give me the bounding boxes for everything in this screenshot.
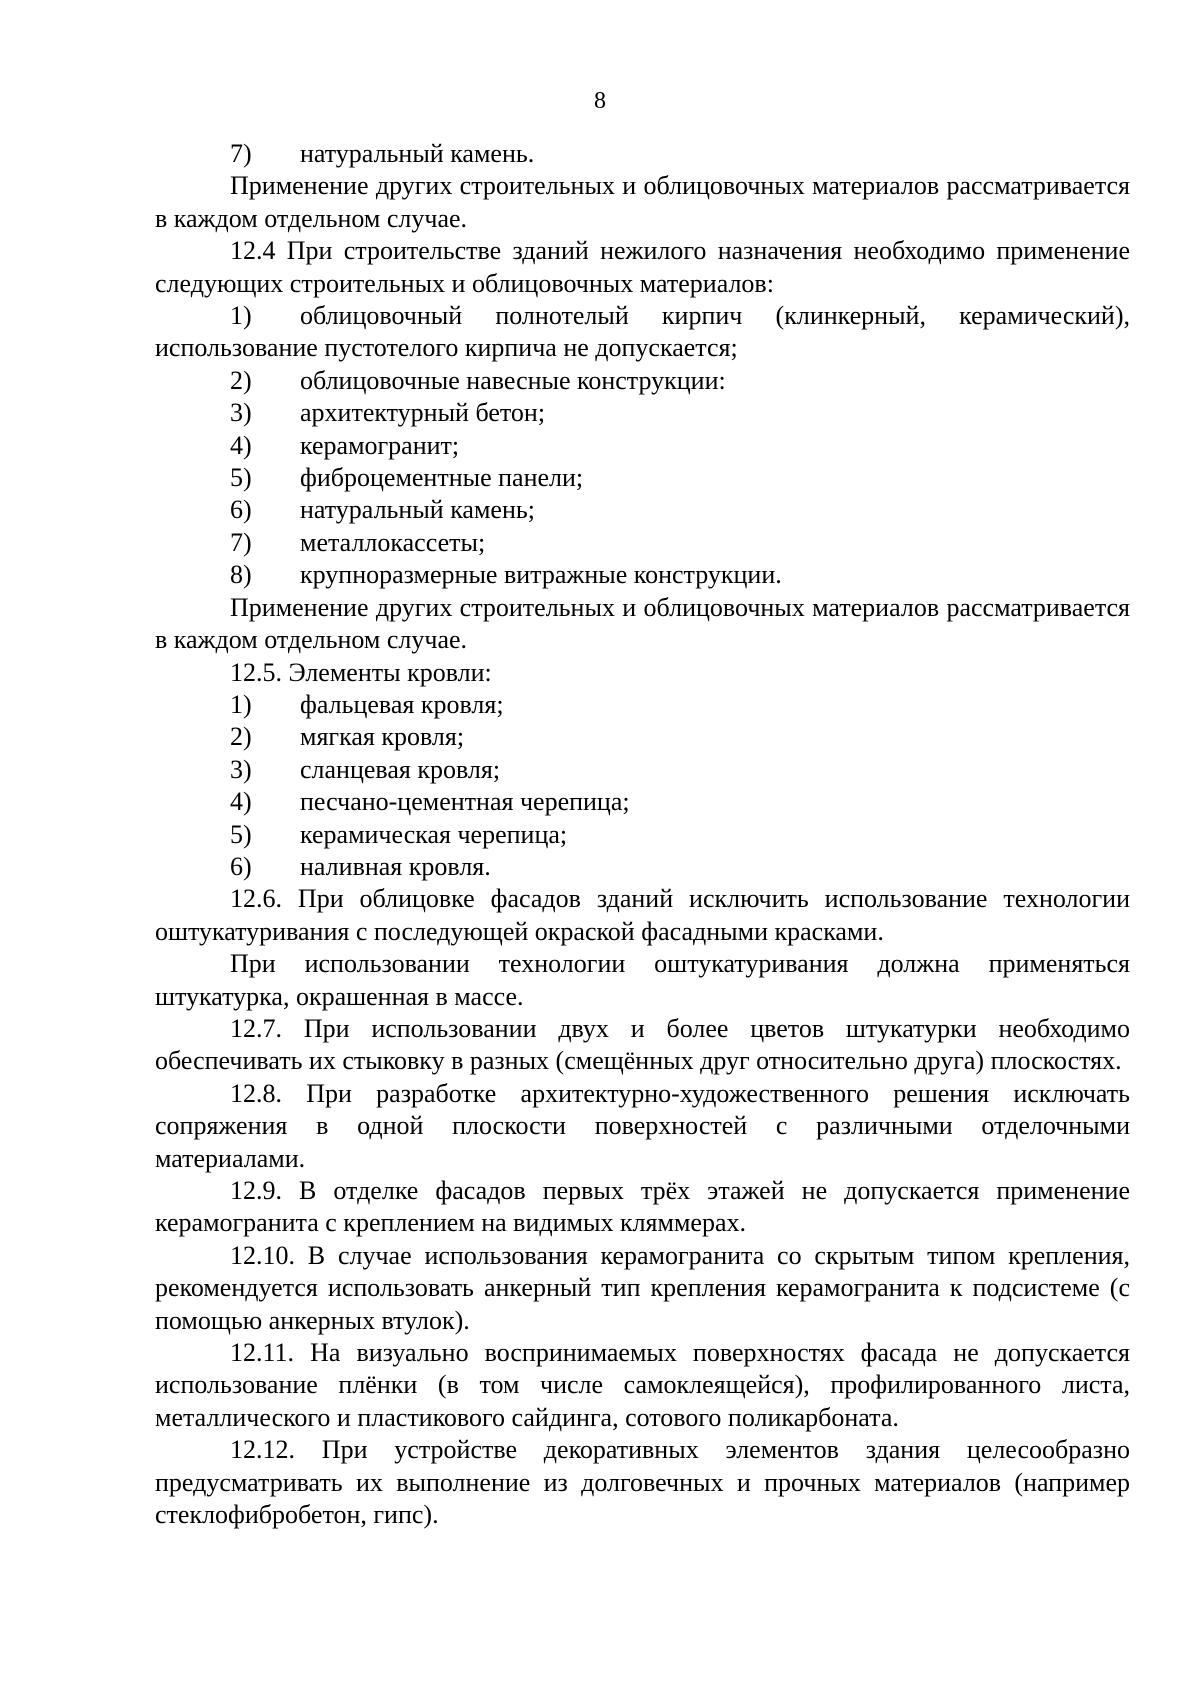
list-item-text: керамогранит; [300, 430, 460, 460]
list-item-text: архитектурный бетон; [300, 398, 546, 428]
paragraph-plaster: При использовании технологии оштукатуривания должна применяться штукатурка, окрашенная в массе. [155, 949, 1130, 1011]
list-item-number: 2) [230, 365, 252, 395]
list-item-number: 4) [230, 787, 252, 817]
list-item-number: 6) [230, 495, 252, 525]
paragraph-12-10: 12.10. В случае использования керамогранита со скрытым типом крепления, рекомендуется использовать анкерный тип крепления керамогранита к подсистеме (с помощью анкерных втулок). [155, 1240, 1130, 1335]
list-item-text: натуральный камень. [300, 139, 535, 168]
list-item-number: 5) [230, 819, 252, 849]
paragraph-12-4: 12.4 При строительстве зданий нежилого назначения необходимо применение следующих строительных и облицовочных материалов: [155, 236, 1130, 298]
paragraph-12-11: 12.11. На визуально воспринимаемых поверхностях фасада не допускается использование плёнки (в том числе самоклеящейся), профилированного листа, металлического и пластикового сайдинга, сотового поликарбоната. [155, 1338, 1130, 1432]
list-item-text: керамическая черепица; [300, 819, 568, 849]
list-item [155, 300, 1130, 365]
page-number: 8 [594, 88, 606, 114]
list-item [155, 851, 1130, 883]
list-item [155, 138, 1130, 170]
list-item [155, 689, 1130, 721]
list-item-text: крупноразмерные витражные конструкции. [300, 560, 782, 590]
list-item-number: 1) [230, 689, 252, 719]
list-item-text: фиброцементные панели; [300, 463, 584, 493]
list-item [155, 494, 1130, 526]
paragraph-other-materials: Применение других строительных и облицовочных материалов рассматривается в каждом отдельном случае. [155, 592, 1130, 655]
list-item [155, 397, 1130, 429]
list-item-number: 7) [230, 527, 252, 557]
paragraph-12-9: 12.9. В отделке фасадов первых трёх этажей не допускается применение керамогранита с креплением на видимых кляммерах. [155, 1176, 1130, 1238]
list-item-text: мягкая кровля; [300, 722, 465, 752]
paragraph-12-8: 12.8. При разработке архитектурно-художественного решения исключать сопряжения в одной плоскости поверхностей с различными отделочными материалами. [155, 1078, 1130, 1173]
paragraph-12-6: 12.6. При облицовке фасадов зданий исключить использование технологии оштукатуривания с последующей окраской фасадными красками. [155, 884, 1130, 946]
list-item-number: 2) [230, 722, 252, 752]
list-item-number: 1) [230, 301, 252, 331]
list-item [155, 462, 1130, 494]
list-item-number: 5) [230, 463, 252, 493]
list-item-text: натуральный камень; [300, 495, 535, 525]
list-item-text: песчано-цементная черепица; [300, 787, 630, 817]
paragraph-12-12: 12.12. При устройстве декоративных элементов здания целесообразно предусматривать их выполнение из долговечных и прочных материалов (например стеклофибробетон, гипс). [155, 1435, 1130, 1530]
list-item [155, 430, 1130, 462]
list-item [155, 786, 1130, 818]
list-item-number: 3) [230, 754, 252, 784]
list-item [155, 754, 1130, 786]
paragraph-12-7: 12.7. При использовании двух и более цветов штукатурки необходимо обеспечивать их стыковку в разных (смещённых друг относительно друга) плоскостях. [155, 1013, 1130, 1076]
list-item-number: 6) [230, 851, 252, 881]
list-item-text: наливная кровля. [300, 851, 491, 881]
list-item [155, 721, 1130, 753]
list-item-number: 7) [230, 139, 252, 168]
list-item-text: облицовочные навесные конструкции: [300, 365, 726, 395]
list-item [155, 819, 1130, 851]
list-item-number: 3) [230, 398, 252, 428]
list-item-number: 4) [230, 430, 252, 460]
list-item [155, 365, 1130, 397]
list-item-text: сланцевая кровля; [300, 754, 501, 784]
paragraph-12-5: 12.5. Элементы кровли: [230, 657, 492, 687]
list-item-text: облицовочный полнотелый кирпич (клинкерный, керамический), использование пустотелого кирпича не допускается; [155, 301, 1130, 363]
document-body [155, 138, 1130, 1531]
paragraph-other-materials: Применение других строительных и облицовочных материалов рассматривается в каждом отдельном случае. [155, 171, 1130, 233]
list-item-text: металлокассеты; [300, 527, 486, 557]
list-item [155, 559, 1130, 591]
list-item-text: фальцевая кровля; [300, 689, 504, 719]
list-item-number: 8) [230, 560, 252, 590]
list-item [155, 527, 1130, 559]
